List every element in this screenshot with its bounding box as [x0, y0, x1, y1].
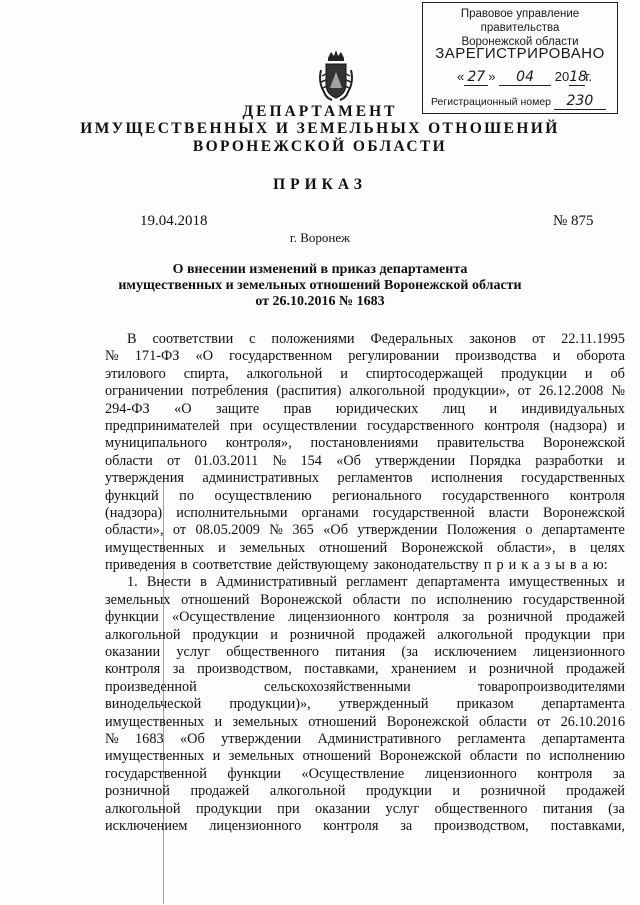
body-line: № 171-ФЗ «О государственном регулировании производства и оборота: [105, 348, 625, 365]
body-line: имущественных и земельных отношений Воронежской области от 26.10.2016: [105, 713, 625, 730]
stamp-org-line2: Воронежской области: [461, 36, 579, 48]
body-line: В соответствии с положениями Федеральных законов от 22.11.1995: [127, 331, 625, 347]
department-region: ВОРОНЕЖСКОЙ ОБЛАСТИ: [192, 138, 448, 155]
stamp-date-open-quote: «: [457, 69, 465, 84]
body-line: ограничении потребления (распития) алкогольной продукции», от 26.12.2008 №: [105, 383, 625, 400]
body-line: этилового спирта, алкогольной и спиртосодержащей продукции и об: [105, 365, 625, 382]
body-line: земельных отношений Воронежской области по исполнению государственной: [105, 591, 625, 608]
subject-line: от 26.10.2016 № 1683: [255, 294, 385, 309]
stamp-reg-number-value: 230: [554, 93, 606, 110]
body-line: алкогольной продукции при оказании услуг общественного питания (за: [105, 800, 625, 817]
subject-line: О внесении изменений в приказ департамента: [172, 262, 468, 277]
body-line: контроля за производством, поставками, хранением и розничной продажей: [105, 661, 625, 678]
subject-line: имущественных и земельных отношений Воронежской области: [118, 278, 522, 293]
order-city: г. Воронеж: [289, 230, 351, 245]
stamp-date: [457, 69, 592, 86]
body-line: оказании услуг общественного питания (за исключением лицензионного: [105, 644, 625, 661]
stamp-date-year-end: г.: [585, 69, 592, 84]
document-type: ПРИКАЗ: [273, 176, 367, 193]
registration-stamp: [422, 2, 618, 114]
stamp-date-year-suffix: 18: [569, 69, 588, 85]
body-line: имущественных и земельных отношений Воронежской области по исполнению: [105, 748, 625, 765]
body-line: 1. Внести в Административный регламент департамента имущественных и: [127, 574, 625, 591]
stamp-organization: [423, 7, 617, 49]
body-line: функции «Осуществление лицензионного контроля за розничной продажей: [105, 609, 625, 626]
body-line: приведения в соответствие действующему законодательству п р и к а з ы в а ю:: [105, 557, 608, 574]
body-line: винодельческой продукции)», утвержденный приказом департамента: [105, 696, 625, 713]
department-subtitle: ИМУЩЕСТВЕННЫХ И ЗЕМЕЛЬНЫХ ОТНОШЕНИЙ: [80, 120, 560, 137]
body-line: утверждения административных регламентов исполнения государственных: [105, 470, 625, 487]
stamp-date-year-prefix: 20: [554, 69, 570, 84]
order-date: 19.04.2018: [140, 213, 208, 229]
body-line: имущественных и земельных отношений Воронежской области», в целях: [105, 539, 625, 556]
coat-of-arms-icon: [318, 48, 354, 104]
stamp-date-close-quote: »: [488, 69, 496, 84]
stamp-status: ЗАРЕГИСТРИРОВАНО: [435, 45, 605, 62]
body-line: розничной продажей алкогольной продукции и розничной продажей: [105, 783, 625, 800]
body-line: предпринимателей при осуществлении государственного контроля (надзора) и: [105, 417, 625, 434]
order-body: [105, 331, 625, 835]
department-title: ДЕПАРТАМЕНТ: [242, 103, 398, 120]
body-line: 294-ФЗ «О защите прав юридических лиц и индивидуальных: [105, 400, 625, 417]
body-line: (надзора) исполнительными органами государственной власти Воронежской: [105, 504, 625, 521]
stamp-date-day: 27: [464, 69, 488, 86]
stamp-org-line1: Правовое управление правительства: [460, 8, 580, 34]
body-line: № 1683 «Об утверждении Административного регламента департамента: [105, 730, 625, 747]
order-subject: [0, 262, 640, 310]
order-number: № 875: [553, 213, 594, 229]
stamp-reg-number-label: Регистрационный номер: [431, 96, 551, 108]
body-line: государственной функции «Осуществление лицензионного контроля за: [105, 765, 625, 782]
body-line: функций по осуществлению регионального государственного контроля: [105, 487, 625, 504]
stamp-date-month: 04: [499, 69, 551, 86]
body-line: алкогольной продукции и розничной продажей алкогольной продукции при: [105, 626, 625, 643]
body-line: области от 01.03.2011 № 154 «Об утверждении Порядка разработки и: [105, 452, 625, 469]
body-line: исключением лицензионного контроля за производством, поставками,: [105, 817, 625, 834]
body-line: муниципального контроля», постановлениями правительства Воронежской: [105, 435, 625, 452]
body-line: произведенной сельскохозяйственными товаропроизводителями: [105, 678, 625, 695]
body-line: области», от 08.05.2009 № 365 «Об утверждении Положения о департаменте: [105, 522, 625, 539]
